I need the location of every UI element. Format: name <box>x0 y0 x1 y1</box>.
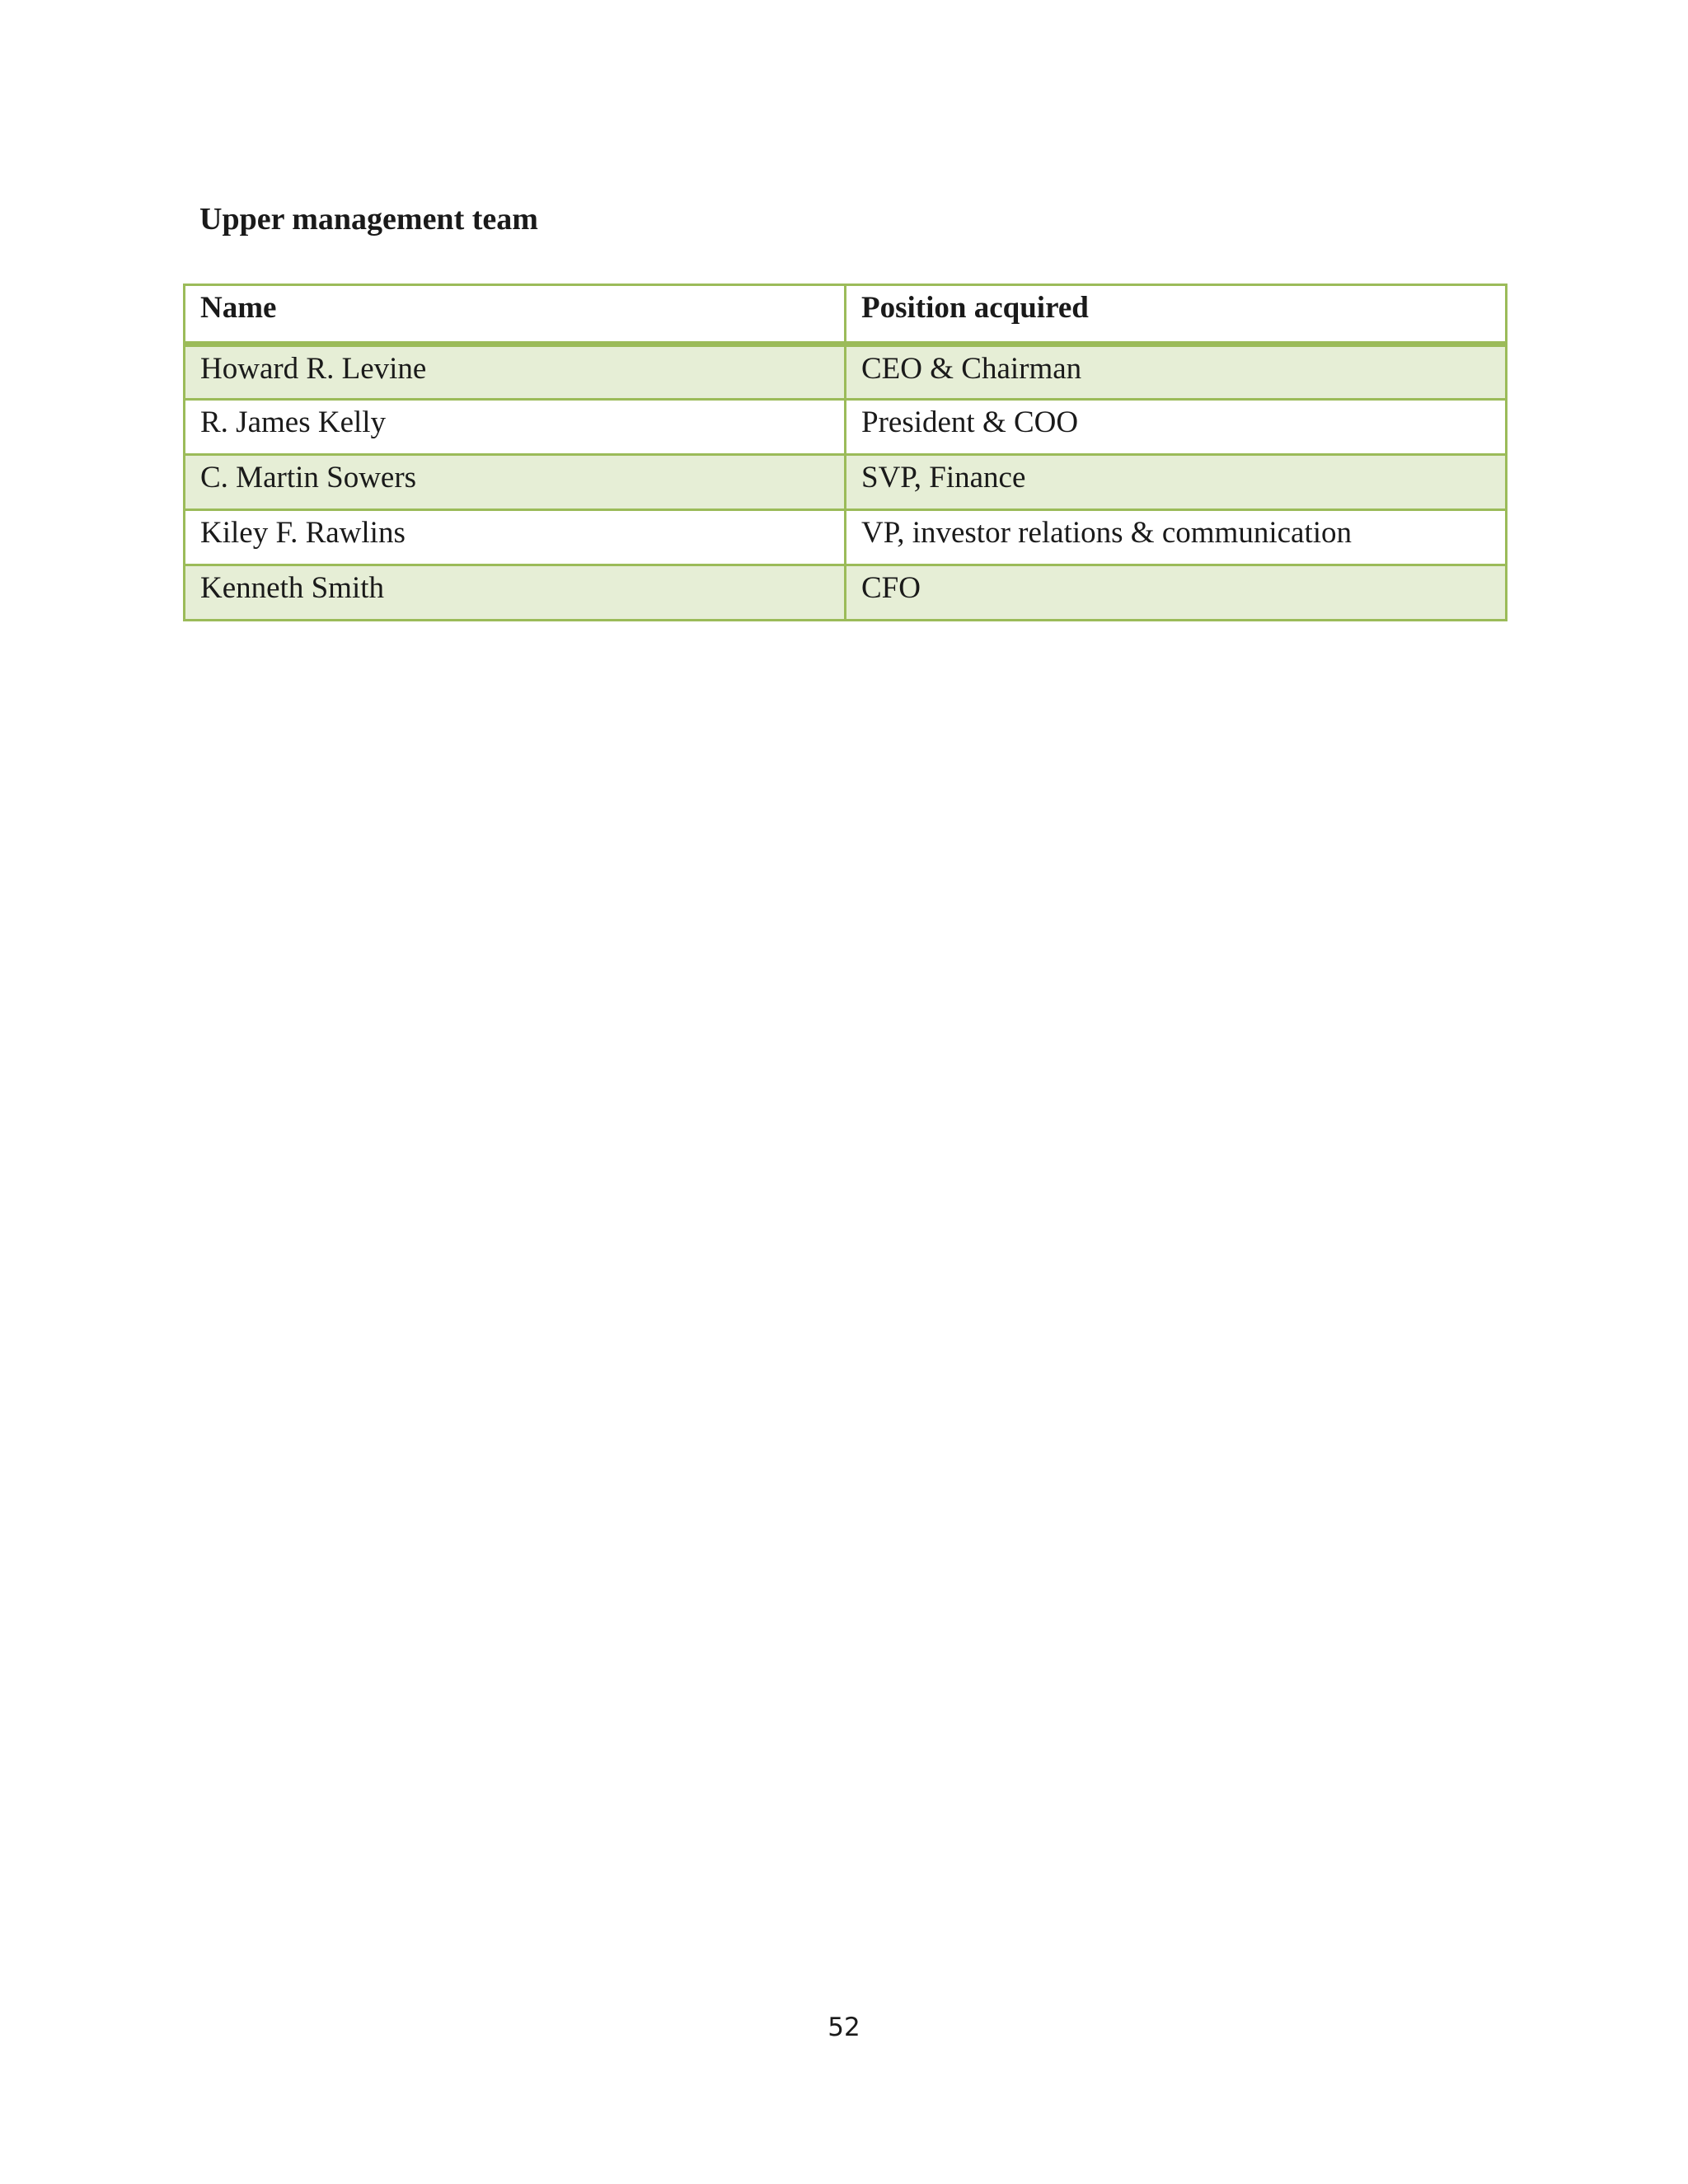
section-heading: Upper management team <box>199 202 538 237</box>
cell-name: Kiley F. Rawlins <box>185 510 846 565</box>
column-header-position: Position acquired <box>846 285 1507 344</box>
column-header-name: Name <box>185 285 846 344</box>
cell-position: CEO & Chairman <box>846 344 1507 400</box>
cell-position: VP, investor relations & communication <box>846 510 1507 565</box>
cell-name: C. Martin Sowers <box>185 455 846 510</box>
table-row <box>185 455 1507 510</box>
table-row <box>185 400 1507 455</box>
cell-position: CFO <box>846 565 1507 621</box>
table-header-row <box>185 285 1507 344</box>
table-row <box>185 344 1507 400</box>
cell-position: President & COO <box>846 400 1507 455</box>
table-row <box>185 565 1507 621</box>
cell-name: R. James Kelly <box>185 400 846 455</box>
table-row <box>185 510 1507 565</box>
cell-name: Howard R. Levine <box>185 344 846 400</box>
page-number: 52 <box>828 2013 860 2042</box>
management-table <box>183 284 1507 621</box>
cell-position: SVP, Finance <box>846 455 1507 510</box>
cell-name: Kenneth Smith <box>185 565 846 621</box>
